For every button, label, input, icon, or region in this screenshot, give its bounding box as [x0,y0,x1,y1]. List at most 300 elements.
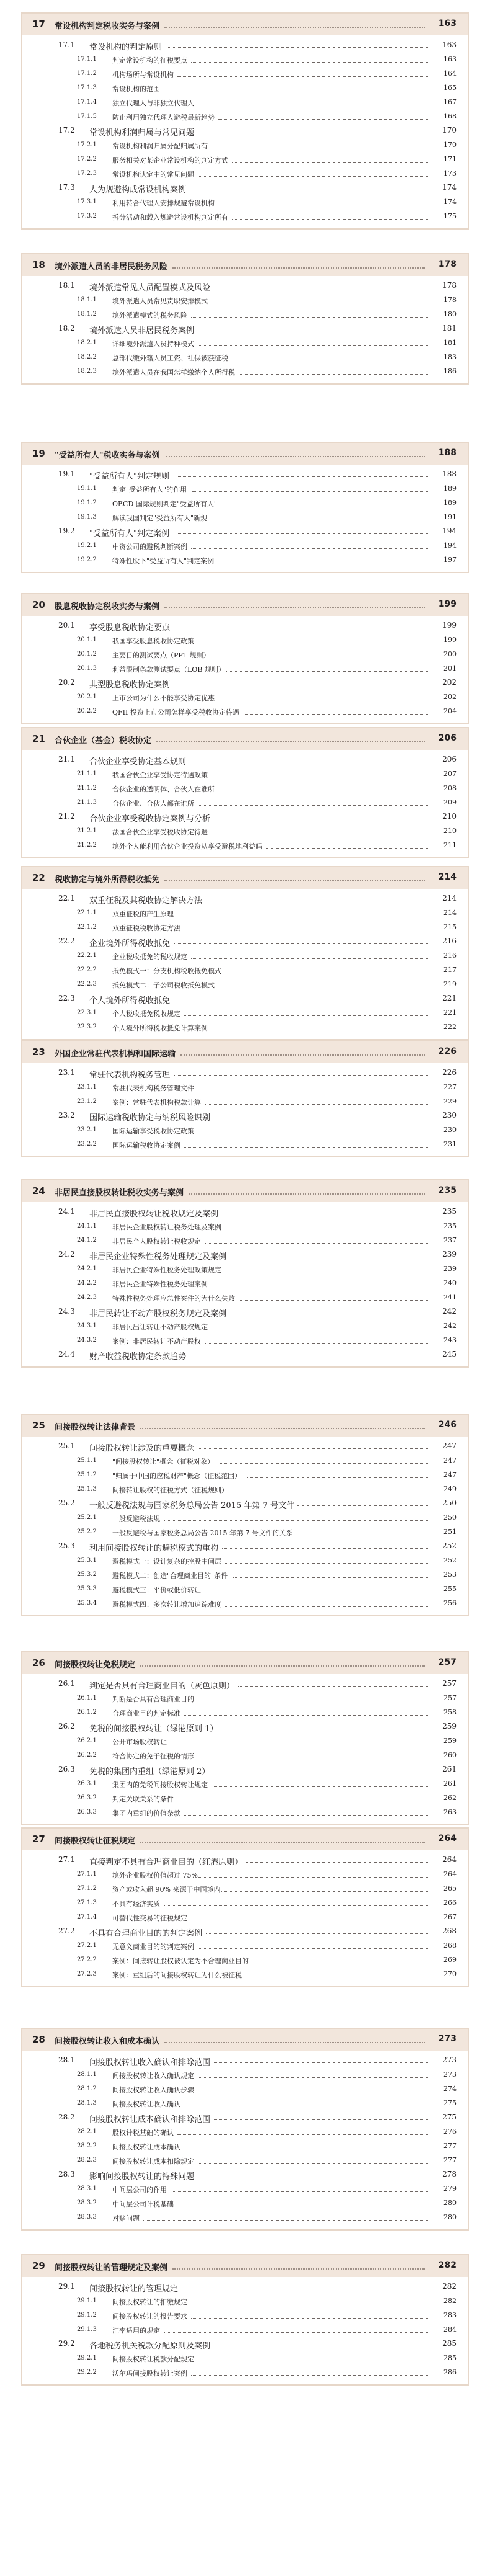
subsection-entry[interactable] [22,66,468,81]
page-number: 197 [443,556,457,564]
page-number: 222 [443,1023,457,1031]
chapter-heading[interactable] [22,594,468,616]
subsection-entry[interactable] [22,538,468,553]
subsection-entry[interactable] [22,1005,468,1020]
dot-leader [198,176,428,177]
section-entry[interactable] [22,1439,468,1453]
subsection-number: 22.3.2 [77,1023,97,1030]
section-entry[interactable] [22,2337,468,2351]
dot-leader [177,76,428,77]
section-title: "受益所有人"判定案例 [89,529,169,538]
section-entry[interactable] [22,1304,468,1319]
dot-leader [226,671,428,672]
page-number: 242 [442,1307,457,1316]
dot-leader [177,2134,428,2135]
dot-leader [174,943,428,944]
page-number: 183 [443,353,457,361]
section-entry[interactable] [22,1719,468,1734]
subsection-number: 25.1.3 [77,1486,97,1492]
subsection-entry[interactable] [22,1791,468,1805]
subsection-entry[interactable] [22,2067,468,2082]
subsection-number: 25.2.1 [77,1514,97,1521]
subsection-title: 主要目的测试要点（PPT 规则） [112,651,210,659]
subsection-title: QFII 投资上市公司怎样享受税收协定待遇 [112,708,239,716]
dot-leader [184,1815,428,1816]
subsection-number: 27.2.2 [77,1956,97,1963]
dot-leader [222,1548,428,1549]
section-entry[interactable] [22,1762,468,1776]
page-number: 174 [442,183,457,192]
subsection-entry[interactable] [22,1525,468,1539]
section-entry[interactable] [22,467,468,481]
page-number: 191 [443,513,457,521]
subsection-title: 非居民企业股权转让税务处理及案例 [112,1223,221,1231]
subsection-title: 服务相关对某企业常设机构的判定方式 [112,156,228,164]
page-number: 240 [443,1279,457,1287]
subsection-title: 上市公司为什么不能享受协定优惠 [112,694,215,702]
subsection-entry[interactable] [22,1867,468,1881]
subsection-entry[interactable] [22,2082,468,2096]
chapter-page-number: 257 [438,1657,457,1667]
subsection-entry[interactable] [22,1967,468,1981]
subsection-title: "归属于中国的应税财产"概念（征税范围） [112,1472,242,1480]
dot-leader [212,1786,428,1787]
subsection-title: 境外派遣人员在我国怎样缴纳个人所得税 [112,368,235,377]
subsection-entry[interactable] [22,948,468,963]
subsection-entry[interactable] [22,1553,468,1567]
subsection-entry[interactable] [22,209,468,223]
page-number: 186 [443,367,457,375]
subsection-number: 17.2.1 [77,141,97,148]
subsection-entry[interactable] [22,2351,468,2365]
subsection-entry[interactable] [22,293,468,307]
subsection-entry[interactable] [22,166,468,180]
section-title: 一般反避税法规与国家税务总局公告 2015 年第 7 号文件 [89,1501,295,1510]
subsection-number: 27.2.3 [77,1971,97,1977]
subsection-entry[interactable] [22,350,468,364]
chapter-heading[interactable] [22,1652,468,1674]
subsection-number: 24.2.2 [77,1280,97,1286]
section-title: 双重征税及其税收协定解决方法 [89,896,203,906]
page-number: 202 [442,678,457,687]
chapter-heading[interactable] [22,867,468,889]
section-entry[interactable] [22,675,468,690]
subsection-number: 28.1.2 [77,2085,97,2092]
subsection-number: 17.3.2 [77,213,97,220]
chapter-title: 股息税收协定税收实务与案例 [55,602,160,612]
chapter-number: 20 [32,599,45,610]
subsection-title: 案例：非居民转让不动产股权 [112,1337,201,1345]
subsection-entry[interactable] [22,1748,468,1762]
subsection-title: 个人税收抵免税收规定 [112,1010,180,1018]
subsection-entry[interactable] [22,95,468,109]
page-number: 278 [442,2170,457,2178]
page-number: 259 [443,1737,457,1745]
page-number: 170 [443,141,457,149]
subsection-entry[interactable] [22,2294,468,2308]
section-number: 27.2 [58,1927,75,1935]
subsection-number: 22.1.1 [77,909,97,916]
subsection-entry[interactable] [22,152,468,166]
subsection-entry[interactable] [22,977,468,991]
subsection-entry[interactable] [22,1776,468,1791]
section-title: 间接股权转让的管理规定 [89,2284,179,2294]
subsection-number: 21.1.2 [77,785,97,791]
dot-leader [198,805,428,806]
dot-leader [214,2062,428,2063]
chapter-page-number: 246 [438,1420,457,1430]
subsection-title: 中间层公司计税基础 [112,2200,174,2208]
subsection-title: 合伙企业、合伙人都在谁所 [112,800,194,808]
subsection-entry[interactable] [22,1567,468,1582]
section-title: 个人境外所得税收抵免 [89,996,171,1005]
section-entry[interactable] [22,1677,468,1691]
subsection-entry[interactable] [22,781,468,795]
chapter-heading[interactable] [22,1415,468,1437]
chapter-title: 合伙企业（基金）税收协定 [55,736,152,746]
subsection-title: 抵免模式二：子公司税收抵免模式 [112,981,215,989]
page-number: 189 [443,499,457,507]
subsection-entry[interactable] [22,81,468,95]
subsection-entry[interactable] [22,1691,468,1705]
chapter-heading[interactable] [22,1041,468,1063]
subsection-entry[interactable] [22,838,468,852]
section-entry[interactable] [22,2053,468,2067]
subsection-entry[interactable] [22,307,468,321]
page-number: 215 [443,923,457,931]
subsection-entry[interactable] [22,1080,468,1094]
dot-leader [172,267,425,269]
section-entry[interactable] [22,38,468,52]
chapter-heading[interactable] [22,443,468,465]
section-entry[interactable] [22,991,468,1005]
subsection-entry[interactable] [22,481,468,496]
subsection-number: 27.1.1 [77,1871,97,1878]
page-number: 189 [443,484,457,492]
section-entry[interactable] [22,1924,468,1938]
chapter-heading[interactable] [22,728,468,750]
subsection-entry[interactable] [22,633,468,647]
section-title: 常设机构利润归属与常见问题 [89,128,195,138]
dot-leader [238,1686,428,1687]
section-title: 影响间接股权转让的特殊问题 [89,2172,195,2182]
subsection-number: 21.2.1 [77,827,97,834]
dot-leader [214,2119,428,2120]
subsection-entry[interactable] [22,2308,468,2322]
chapter-heading[interactable] [22,14,468,35]
subsection-entry[interactable] [22,647,468,661]
page-number: 208 [443,784,457,792]
page-number: 239 [442,1250,457,1259]
dot-leader [166,456,425,457]
subsection-title: 对赌问题 [112,2214,140,2222]
page-number: 277 [443,2142,457,2150]
chapter-heading[interactable] [22,2029,468,2051]
chapter-block [21,1651,469,1825]
section-number: 19.2 [58,527,75,535]
dot-leader [198,2077,428,2078]
chapter-block [21,253,469,385]
page-number: 227 [443,1083,457,1091]
section-number: 23.2 [58,1111,75,1120]
subsection-entry[interactable] [22,2182,468,2196]
subsection-title: 利用转合代理人安排规避常设机构 [112,199,215,207]
page-number: 250 [443,1513,457,1522]
subsection-title: 判断是否具有合理商业目的 [112,1695,194,1703]
subsection-entry[interactable] [22,1290,468,1304]
section-title: "受益所有人"判定规则 [89,472,169,481]
page-number: 210 [442,812,457,821]
page-number: 264 [442,1855,457,1864]
section-entry[interactable] [22,1539,468,1553]
subsection-title: 中资公司的避税判断案例 [112,543,187,551]
subsection-entry[interactable] [22,963,468,977]
section-entry[interactable] [22,618,468,633]
subsection-entry[interactable] [22,661,468,675]
section-entry[interactable] [22,809,468,824]
subsection-number: 26.3.1 [77,1780,97,1787]
chapter-heading[interactable] [22,1180,468,1202]
chapter-title: 间接股权转让征税规定 [55,1837,136,1846]
subsection-title: 案例：常驻代表机构税款计算 [112,1099,201,1107]
section-entry[interactable] [22,1205,468,1219]
subsection-entry[interactable] [22,2210,468,2224]
page-number: 276 [443,2128,457,2136]
subsection-entry[interactable] [22,2365,468,2379]
subsection-entry[interactable] [22,1582,468,1596]
subsection-title: 间接股权转让成本确认 [112,2143,180,2151]
chapter-page-number: 163 [438,19,457,29]
section-title: 享受股息税收协定要点 [89,623,171,633]
subsection-number: 17.1.5 [77,113,97,120]
page-number: 282 [443,2297,457,2305]
page-number: 286 [443,2368,457,2376]
subsection-entry[interactable] [22,1453,468,1468]
subsection-entry[interactable] [22,1319,468,1333]
subsection-entry[interactable] [22,1805,468,1819]
subsection-entry[interactable] [22,1137,468,1151]
subsection-entry[interactable] [22,906,468,920]
section-entry[interactable] [22,123,468,138]
chapter-number: 17 [32,19,45,30]
section-entry[interactable] [22,180,468,195]
subsection-title: 常设机构利润归属分配归属所有 [112,142,208,150]
page-number: 257 [443,1694,457,1702]
subsection-number: 22.2.3 [77,981,97,987]
section-number: 18.1 [58,281,75,290]
page-number: 206 [442,755,457,764]
section-entry[interactable] [22,1347,468,1362]
subsection-entry[interactable] [22,767,468,781]
subsection-entry[interactable] [22,2124,468,2139]
section-title: 非居民企业特殊性税务处理规定及案例 [89,1252,227,1262]
page-number: 217 [443,966,457,974]
subsection-entry[interactable] [22,1276,468,1290]
subsection-title: 非居民个人股权转让税收规定 [112,1237,201,1246]
dot-leader [164,880,425,881]
page-number: 235 [442,1207,457,1216]
subsection-entry[interactable] [22,364,468,378]
section-entry[interactable] [22,1247,468,1262]
page-number: 199 [442,621,457,630]
subsection-title: 境外个人能利用合伙企业投资从享受避税地利益吗 [112,842,262,850]
subsection-entry[interactable] [22,1219,468,1233]
chapter-block [21,1414,469,1616]
subsection-number: 17.2.2 [77,156,97,163]
section-entry[interactable] [22,891,468,906]
page-number: 194 [443,541,457,550]
subsection-title: 详细境外派遣人员持种模式 [112,340,194,348]
subsection-entry[interactable] [22,1123,468,1137]
subsection-title: 汇率适用的规定 [112,2327,160,2335]
page-number: 181 [443,339,457,347]
section-title: 非居民直接股权转让税收规定及案例 [89,1210,219,1219]
section-entry[interactable] [22,2110,468,2124]
chapter-title: 外国企业常驻代表机构和国际运输 [55,1050,176,1059]
subsection-title: 避税模式四：多次转让增加追踪难度 [112,1600,221,1608]
section-entry[interactable] [22,524,468,538]
subsection-entry[interactable] [22,496,468,510]
subsection-entry[interactable] [22,1896,468,1910]
section-entry[interactable] [22,934,468,948]
section-entry[interactable] [22,1496,468,1510]
dot-leader [191,548,428,549]
section-number: 24.4 [58,1350,75,1358]
subsection-title: 双重征税的产生原理 [112,910,174,918]
subsection-entry[interactable] [22,109,468,123]
subsection-entry[interactable] [22,824,468,838]
subsection-title: 我国合伙企业享受协定待遇政策 [112,771,208,779]
subsection-entry[interactable] [22,2196,468,2210]
subsection-entry[interactable] [22,1094,468,1108]
page-number: 163 [442,40,457,49]
section-number: 28.2 [58,2113,75,2121]
section-number: 28.3 [58,2170,75,2178]
section-entry[interactable] [22,2280,468,2294]
page-number: 265 [443,1884,457,1892]
chapter-heading[interactable] [22,2255,468,2277]
dot-leader [140,1428,425,1429]
dot-leader [198,1877,428,1878]
subsection-entry[interactable] [22,2322,468,2337]
subsection-entry[interactable] [22,1705,468,1719]
subsection-title: 个人境外所得税收抵免计算案例 [112,1024,208,1032]
subsection-entry[interactable] [22,1482,468,1496]
subsection-entry[interactable] [22,690,468,704]
subsection-entry[interactable] [22,510,468,524]
dot-leader [184,1015,428,1016]
subsection-title: 避税模式二：创造"合理商业目的"条件 [112,1572,228,1580]
subsection-title: 非居民企业特殊性税务处理案例 [112,1280,208,1288]
page-number: 274 [443,2085,457,2093]
subsection-entry[interactable] [22,1734,468,1748]
subsection-entry[interactable] [22,1510,468,1525]
chapter-page-number: 178 [438,259,457,269]
subsection-title: 拆分活动和载入规避常设机构判定所有 [112,213,228,221]
subsection-entry[interactable] [22,1881,468,1896]
subsection-number: 28.2.3 [77,2157,97,2164]
section-entry[interactable] [22,752,468,767]
subsection-entry[interactable] [22,795,468,809]
subsection-entry[interactable] [22,138,468,152]
subsection-entry[interactable] [22,1468,468,1482]
subsection-number: 29.1.2 [77,2312,97,2319]
chapter-title: 间接股权转让的管理规定及案例 [55,2263,168,2273]
chapter-title: "受益所有人"税收实务与案例 [55,451,160,460]
subsection-entry[interactable] [22,704,468,718]
dot-leader [192,491,428,492]
section-entry[interactable] [22,1066,468,1080]
subsection-entry[interactable] [22,1333,468,1347]
dot-leader [189,1193,425,1195]
subsection-entry[interactable] [22,336,468,350]
page-number: 263 [443,1808,457,1816]
section-title: 企业境外所得税收抵免 [89,939,171,948]
dot-leader [184,1715,428,1716]
page-number: 171 [443,155,457,163]
subsection-entry[interactable] [22,52,468,66]
subsection-entry[interactable] [22,195,468,209]
chapter-heading[interactable] [22,254,468,276]
subsection-entry[interactable] [22,2139,468,2153]
subsection-entry[interactable] [22,1020,468,1034]
section-entry[interactable] [22,1108,468,1123]
page-number: 241 [443,1293,457,1301]
subsection-entry[interactable] [22,1910,468,1924]
chapter-block [21,1179,469,1368]
subsection-number: 28.3.3 [77,2214,97,2221]
page-number: 273 [443,2070,457,2079]
page-number: 270 [443,1970,457,1978]
subsection-number: 28.3.2 [77,2199,97,2206]
subsection-title: 避税模式三：平价或低价转让 [112,1586,201,1594]
subsection-number: 27.2.1 [77,1942,97,1949]
chapter-heading[interactable] [22,1829,468,1850]
subsection-number: 24.2.3 [77,1294,97,1301]
subsection-entry[interactable] [22,553,468,567]
subsection-entry[interactable] [22,1233,468,1247]
section-title: 间接股权转让收入确认和排除范围 [89,2058,211,2067]
page-number: 168 [443,112,457,120]
page-number: 163 [443,55,457,63]
subsection-entry[interactable] [22,1953,468,1967]
subsection-number: 22.2.1 [77,952,97,959]
subsection-entry[interactable] [22,920,468,934]
section-entry[interactable] [22,279,468,293]
subsection-number: 26.3.3 [77,1809,97,1816]
subsection-entry[interactable] [22,2153,468,2167]
page-number: 261 [443,1780,457,1788]
chapter-title: 非居民直接股权转让税收实务与案例 [55,1188,184,1198]
section-title: 常驻代表机构税务管理 [89,1071,171,1080]
section-number: 24.3 [58,1307,75,1316]
section-entry[interactable] [22,321,468,336]
dot-leader [266,848,428,849]
subsection-title: 不具有经济实质 [112,1900,160,1908]
dot-leader [221,1891,428,1892]
subsection-number: 29.1.3 [77,2326,97,2333]
subsection-entry[interactable] [22,1596,468,1610]
subsection-entry[interactable] [22,1938,468,1953]
subsection-entry[interactable] [22,2096,468,2110]
subsection-number: 20.1.3 [77,665,97,672]
page-number: 194 [442,527,457,535]
section-entry[interactable] [22,1853,468,1867]
section-entry[interactable] [22,2167,468,2182]
subsection-number: 24.1.1 [77,1223,97,1229]
subsection-number: 22.3.1 [77,1009,97,1016]
subsection-entry[interactable] [22,1262,468,1276]
